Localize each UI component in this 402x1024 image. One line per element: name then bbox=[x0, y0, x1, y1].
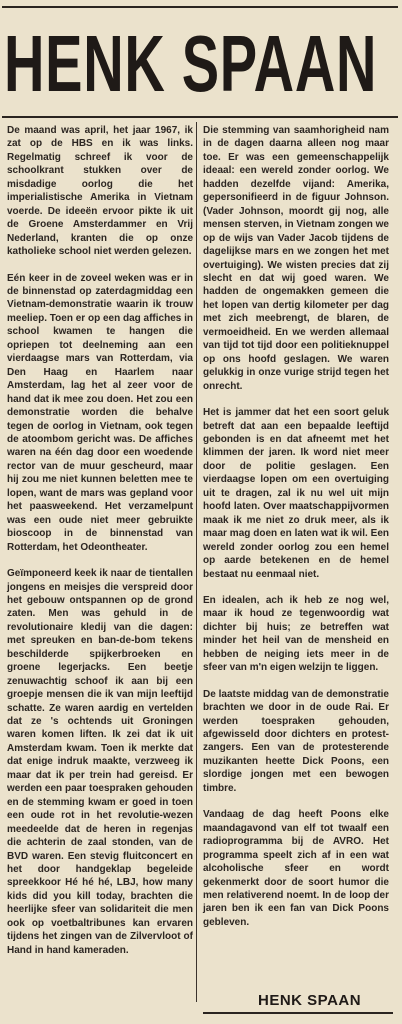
headline: HENK SPAAN bbox=[4, 19, 378, 108]
paragraph: Vandaag de dag heeft Poons elke maandagavond van elf tot twaalf een radioprogramma bij de AVRO. Het programma speelt zich af in een wat alcoholische sfeer en wordt gekenmerkt door de soort humor die men relativerend noemt. In de loop der jaren ben ik een fan van Dick Poons gebleven. bbox=[203, 809, 389, 928]
column-divider bbox=[196, 122, 197, 1002]
paragraph: De laatste middag van de demonstratie brachten we door in de oude Rai. Er werden toespraken gehouden, afgewisseld door dichters en protest-zangers. Een van de protesterende muzikanten heette Dick Poons, een slordige jongen met een bewogen timbre. bbox=[203, 688, 389, 794]
top-rule bbox=[2, 6, 398, 8]
paragraph: Het is jammer dat het een soort geluk betreft dat aan een bepaalde leeftijd gebonden is en dat afneemt met het klimmen der jaren. Ik word niet meer door de politie geslagen. Een vierdaagse lopen om een overtuiging uit te dragen, zal ik nu wel uit mijn hoofd laten. Over maatschappijvormen maak ik me niet zo druk meer, als ik maar mag doen en laten wat ik wil. Een wereld zonder oorlog zou een hemel op aarde betekenen en de hemel bestaat nu eenmaal niet. bbox=[203, 407, 389, 580]
bottom-rule bbox=[203, 1012, 393, 1014]
paragraph: En idealen, ach ik heb ze nog wel, maar ik houd ze tegenwoordig wat dichter bij huis; ze betreffen wat minder het heil van de mensheid en hebben de neiging iets meer in de sfeer van m'n eigen welzijn te liggen. bbox=[203, 594, 389, 674]
headline-rule bbox=[2, 116, 398, 118]
column-left bbox=[7, 124, 193, 970]
byline: HENK SPAAN bbox=[258, 992, 362, 1009]
paragraph: Die stemming van saamhorigheid nam in de dagen daarna alleen nog maar toe. Er was een gemeenschappelijk ideaal: een wereld zonder oorlog. We hadden dezelfde vijand: Amerika, gepersonifieerd in de figuur Johnson. (Vader Johnson, moordt gij nog, alle mensen sterven, in Vietnam zongen we op de wijs van Vader Jacob tijdens de dagelijkse mars en we zongen het met overtuiging). We wisten precies dat zij slecht en dat wij goed waren. We hadden de ongemakken gemeen die het lopen van dertig kilometer per dag met zich meebrengt, de blaren, de vermoeidheid. En we werden allemaal van tijd tot tijd door een politieknuppel op ons hoofd geslagen. We waren gelukkig in onze vurige strijd tegen het onrecht. bbox=[203, 125, 389, 392]
paragraph: Eén keer in de zoveel weken was er in de binnenstad op zaterdagmiddag een Vietnam-demonstratie waarin ik trouw meeliep. Toen er op een dag affiches in school kwamen te hangen die opriepen tot deelneming aan een vierdaagse mars van Rotterdam, via Den Haag en Haarlem naar Amsterdam, lag het al zeer voor de hand dat ik mee zou doen. Het zou een demonstratie worden die behalve tegen de oorlog in Vietnam, ook tegen de atoombom gericht was. De affiches waren na één dag door een woedende rector van de muur gescheurd, maar hij zou me niet kunnen beletten mee te lopen, want de mars was gepland voor het paasweekend. Het verzamelpunt was een oude niet meer gebruikte bioscoop in de binnenstad van Rotterdam, het Odeontheater. bbox=[7, 272, 193, 553]
paragraph: De maand was april, het jaar 1967, ik zat op de HBS en ik was links. Regelmatig schreef ik voor de schoolkrant stukken over de misdadige oorlog die het imperialistische Amerika in Vietnam voerde. De ideeën ervoor pikte ik uit de Groene Amsterdammer en Vrij Nederland, kranten die op onze katholieke school niet werden gelezen. bbox=[7, 125, 193, 258]
paragraph: Geïmponeerd keek ik naar de tientallen jongens en meisjes die verspreid door het gebouw ontspannen op de grond zaten. Men was gehuld in de revolutionaire kledij van die dagen: met spreuken en ban-de-bom tekens beschilderde spijkerbroeken en groene legerjacks. Een beetje zenuwachtig schoof ik aan bij een groepje mensen die ik van mijn leeftijd schatte. Ze waren aardig en vertelden dat ze 's ochtends uit Groningen waren komen liften. Ik zei dat ik uit Amsterdam kwam. Toen ik merkte dat dat enige indruk maakte, verzweeg ik maar dat ik per trein had gereisd. Er werden een paar toespraken gehouden en de stemming kwam er goed in toen een oude rot in het revolutie-wezen meedeelde dat de heren in regenjas die achterin de zaal stonden, van de BVD waren. Een stevig fluitconcert en het door handgeklap begeleide spreekkoor Hé hé hé, LBJ, how many kids did you kill today, brachten die heerlijke sfeer van solidariteit die men ook op voetbaltribunes kan ervaren tijdens het zingen van de Zilvervloot of Hand in hand kameraden. bbox=[7, 568, 193, 956]
column-right bbox=[203, 124, 389, 942]
